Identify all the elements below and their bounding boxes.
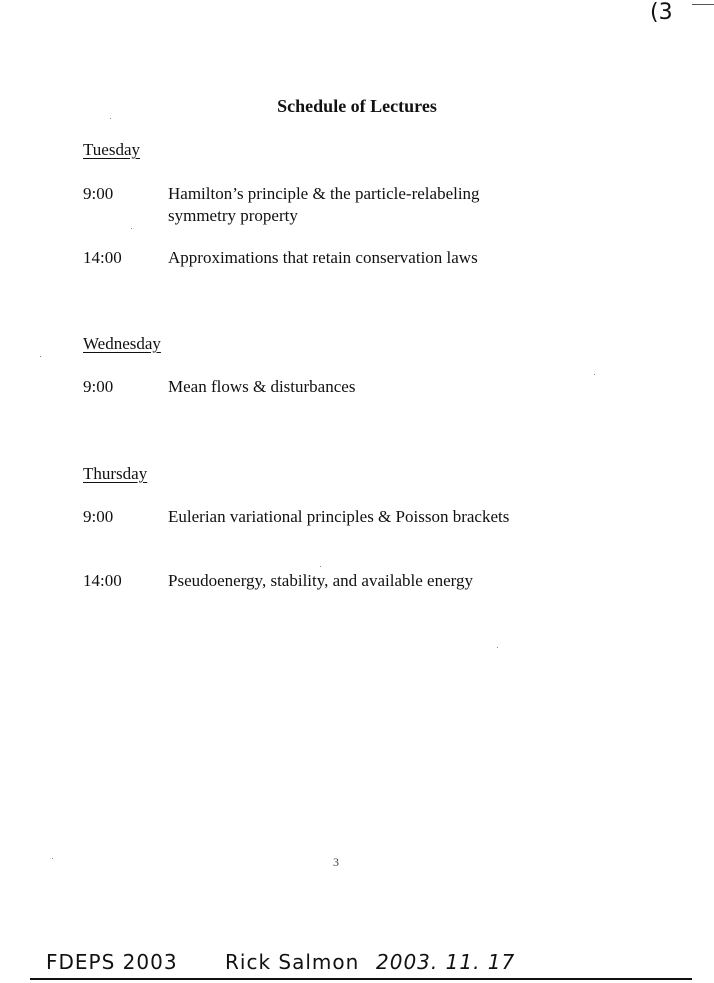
footer-speaker: Rick Salmon [225,950,360,974]
day-heading-wednesday: Wednesday [83,334,161,353]
lecture-time: 9:00 [83,377,114,396]
scan-speck [110,118,111,119]
lecture-topic: Approximations that retain conservation laws [168,248,478,267]
lecture-topic: Eulerian variational principles & Poisson brackets [168,507,510,526]
page-title: Schedule of Lectures [277,96,437,116]
lecture-topic: Hamilton’s principle & the particle-relabeling symmetry property [168,184,480,225]
corner-line [692,4,714,5]
scan-speck [131,228,132,229]
lecture-time: 14:00 [83,248,122,267]
day-heading-tuesday: Tuesday [83,140,140,159]
lecture-topic: Mean flows & disturbances [168,377,356,396]
footer-rule [30,978,692,980]
scan-speck [594,374,595,375]
corner-page-mark: (3 [650,0,673,25]
scan-speck [497,647,498,648]
footer-event: FDEPS 2003 [46,950,178,974]
scan-speck [52,858,53,859]
page-number: 3 [333,855,339,869]
scan-speck [40,356,41,357]
scan-speck [320,566,321,567]
lecture-time: 9:00 [83,184,114,203]
footer-date: 2003. 11. 17 [376,950,516,974]
day-heading-thursday: Thursday [83,464,148,483]
corner-mark-number: 3 [658,0,673,25]
lecture-time: 9:00 [83,507,114,526]
lecture-time: 14:00 [83,571,122,590]
lecture-topic: Pseudoenergy, stability, and available energy [168,571,473,590]
